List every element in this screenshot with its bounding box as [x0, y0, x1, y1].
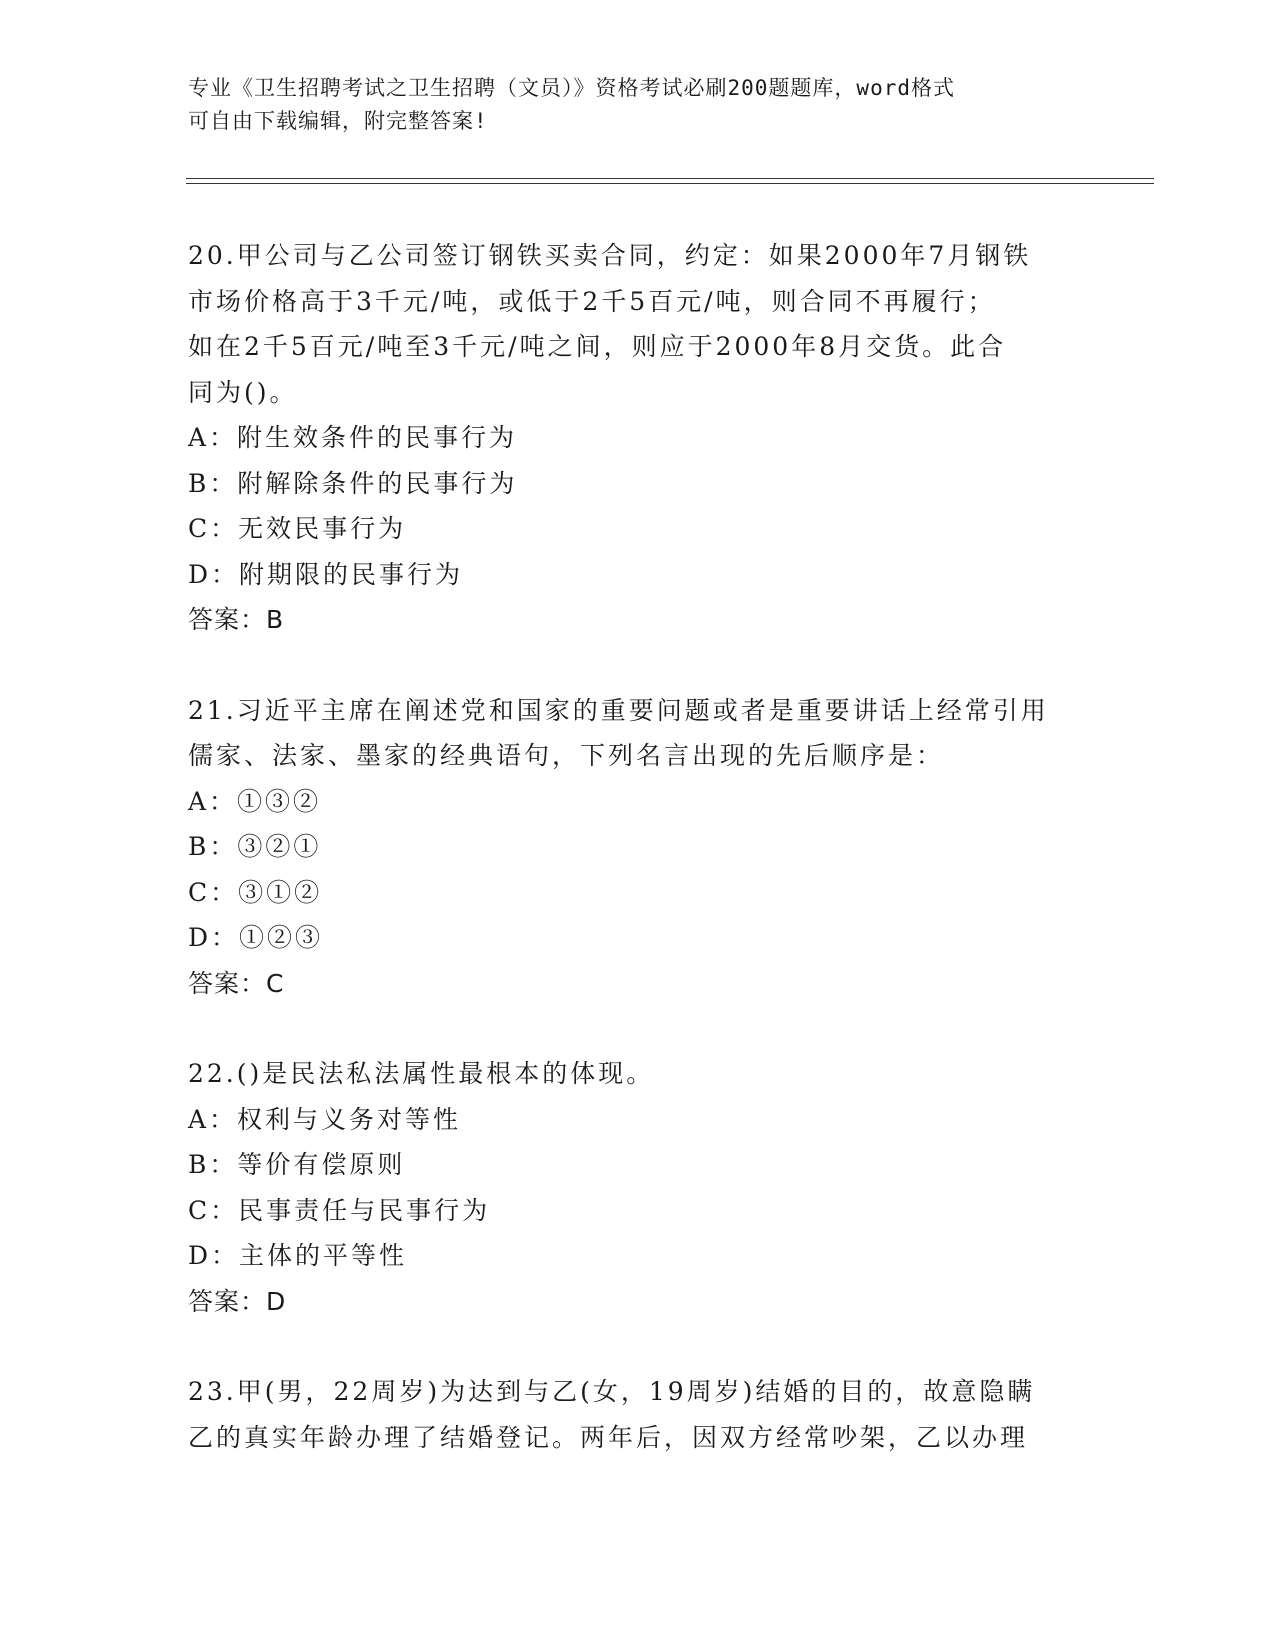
- question-23: [188, 1369, 1088, 1460]
- question-stem-line: 乙的真实年龄办理了结婚登记。两年后，因双方经常吵架，乙以办理: [188, 1422, 1029, 1452]
- question-stem-line: 儒家、法家、墨家的经典语句，下列名言出现的先后顺序是：: [188, 741, 945, 770]
- option-b: B：等价有偿原则: [188, 1150, 406, 1179]
- header-title-line-1: 专业《卫生招聘考试之卫生招聘（文员）》资格考试必刷200题题库，word格式: [188, 76, 955, 100]
- option-b: B：③②①: [188, 832, 322, 861]
- option-a: A：权利与义务对等性: [188, 1104, 462, 1134]
- question-stem-line: 20.甲公司与乙公司签订钢铁买卖合同，约定：如果2000年7月钢铁: [188, 241, 1032, 270]
- option-d: D：附期限的民事行为: [188, 559, 464, 589]
- question-20: [188, 233, 1088, 643]
- question-stem-line: 如在2千5百元/吨至3千元/吨之间，则应于2000年8月交货。此合: [188, 332, 1007, 361]
- question-stem-line: 21.习近平主席在阐述党和国家的重要问题或者是重要讲话上经常引用: [188, 695, 1049, 725]
- question-spacer: [188, 1324, 1088, 1369]
- answer-label: 答案：D: [188, 1286, 287, 1316]
- question-stem-line: 22.()是民法私法属性最根本的体现。: [188, 1059, 655, 1088]
- header-divider: [186, 178, 1154, 184]
- header-title-line-2: 可自由下载编辑，附完整答案!: [188, 109, 488, 133]
- answer-label: 答案：C: [188, 968, 285, 998]
- option-d: D：主体的平等性: [188, 1241, 408, 1270]
- question-list: [188, 233, 1088, 1460]
- option-c: C：无效民事行为: [188, 514, 407, 543]
- option-c: C：③①②: [188, 877, 323, 907]
- answer-label: 答案：B: [188, 605, 285, 634]
- option-a: A：附生效条件的民事行为: [188, 423, 518, 452]
- option-c: C：民事责任与民事行为: [188, 1195, 491, 1225]
- option-b: B：附解除条件的民事行为: [188, 468, 518, 498]
- question-spacer: [188, 1006, 1088, 1051]
- question-stem-line: 市场价格高于3千元/吨，或低于2千5百元/吨，则合同不再履行；: [188, 286, 996, 316]
- question-22: [188, 1051, 1088, 1324]
- document-header: [188, 72, 1068, 138]
- option-a: A：①③②: [188, 786, 322, 816]
- question-stem-line: 同为()。: [188, 377, 298, 407]
- question-spacer: [188, 643, 1088, 688]
- option-d: D：①②③: [188, 923, 324, 952]
- question-stem-line: 23.甲(男，22周岁)为达到与乙(女，19周岁)结婚的目的，故意隐瞒: [188, 1377, 1036, 1406]
- question-21: [188, 688, 1088, 1007]
